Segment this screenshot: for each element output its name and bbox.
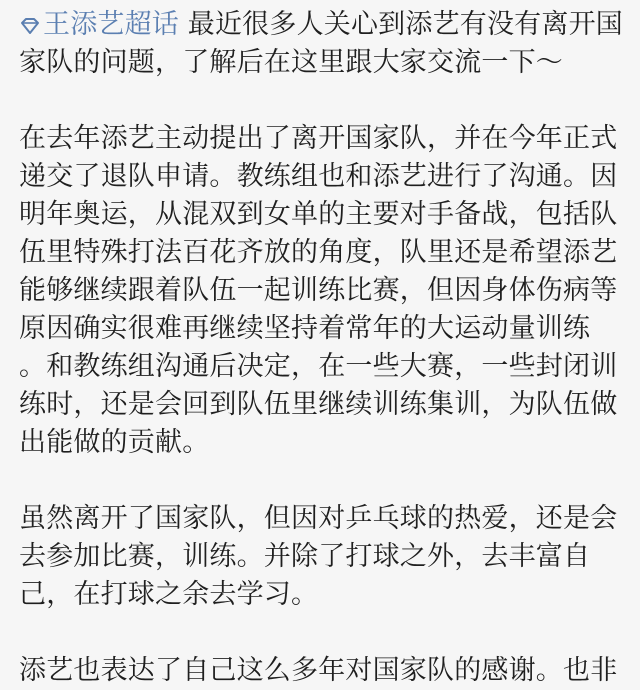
topic-name[interactable]: 王添艺超话 [43,9,179,40]
post-paragraph-3: 添艺也表达了自己这么多年对国家队的感谢。也非 [19,655,618,686]
paragraph-spacer [19,462,626,500]
post-paragraph-1: 在去年添艺主动提出了离开国家队，并在今年正式递交了退队申请。教练组也和添艺进行了沟通。因明年奥运，从混双到女单的主要对手备战，包括队伍里特殊打法百花齐放的角度，队里还是希望添艺能够继续跟着队伍一起训练比赛，但因身体伤病等原因确实很难再继续坚持着常年的大运动量训练 。和教练组沟通后决定，在一些大赛，一些封闭训练时，还是会回到队伍里继续训练集训，为队伍做出能做的贡献。 [19,123,618,458]
paragraph-spacer [19,82,626,120]
paragraph-spacer [19,614,626,652]
topic-link[interactable] [19,9,179,40]
intro-text: 最近很多人关心到添艺有没有离开国家队的问题，了解后在这里跟大家交流一下～ [19,9,623,78]
post-intro [19,6,626,82]
diamond-topic-icon [19,17,41,35]
post-paragraph-2: 虽然离开了国家队，但因对乒乓球的热爱，还是会去参加比赛，训练。并除了打球之外，去丰富自己，在打球之余去学习。 [19,503,618,610]
